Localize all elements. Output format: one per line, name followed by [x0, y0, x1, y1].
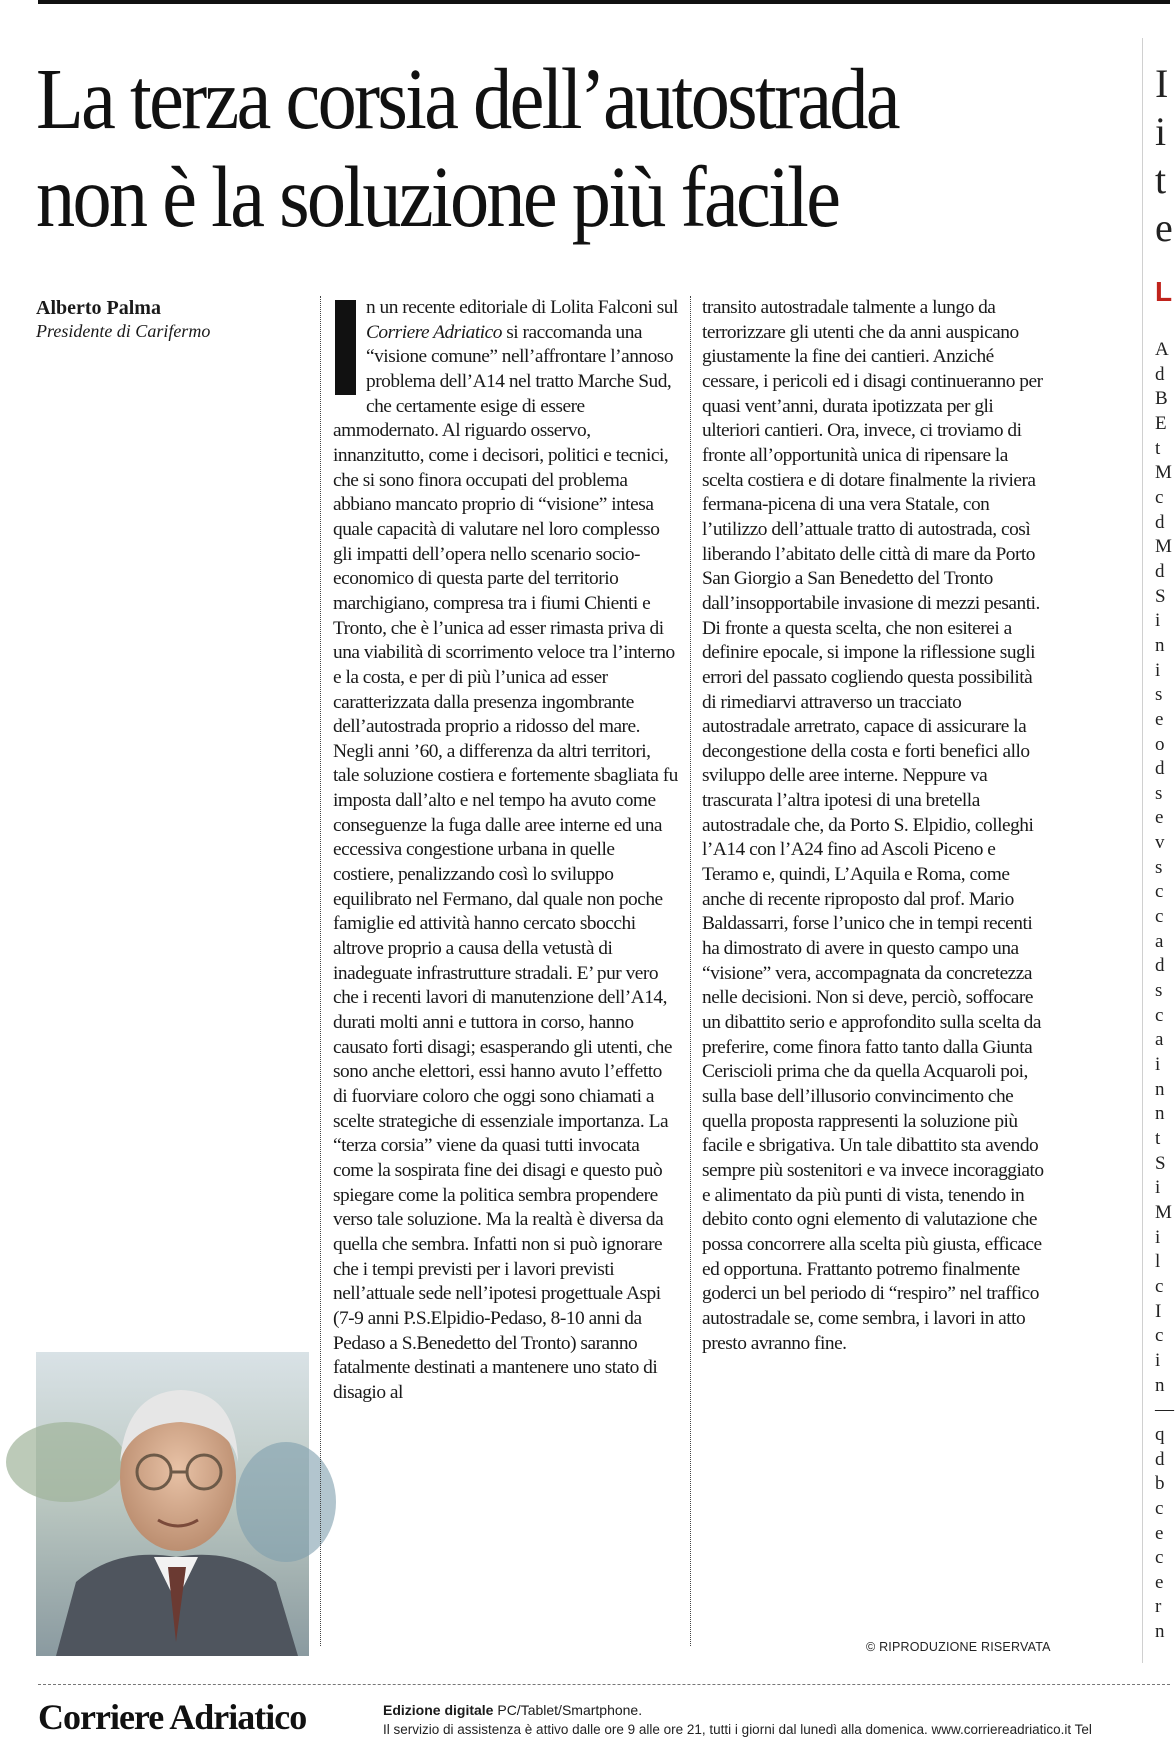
newspaper-name-italic: Corriere Adriatico [366, 321, 502, 343]
adjacent-kicker-fragment: L [1155, 276, 1173, 307]
footer-logo: Corriere Adriatico [38, 1697, 307, 1737]
article-headline: La terza corsia dell’autostrada non è la soluzione più facile [36, 50, 898, 245]
side-column-divider [1142, 38, 1143, 1663]
copyright-notice: © RIPRODUZIONE RISERVATA [866, 1640, 1051, 1654]
drop-cap-letter-i [335, 300, 356, 395]
drop-cap [333, 300, 363, 398]
column-rule-middle [690, 296, 691, 1646]
edition-devices: PC/Tablet/Smartphone. [493, 1702, 643, 1718]
article-body-column-2 [702, 296, 1048, 1356]
footer-edition [383, 1702, 642, 1718]
byline [36, 296, 296, 342]
adjacent-article-strip [1145, 38, 1174, 1663]
footer-divider [38, 1684, 1170, 1685]
adjacent-body-fragment: A d B E t M c d M d S i n i s e o d s e v s c c a d s c a i n n t S i M i l c I c i n — q d b c e c e r n [1155, 339, 1174, 1643]
column-rule-left [320, 296, 321, 1646]
adjacent-headline-fragment: I i t e [1155, 61, 1173, 250]
top-rule [38, 0, 1170, 4]
author-portrait-image [36, 1352, 309, 1656]
footer-service-info: Il servizio di assistenza è attivo dalle ore 9 alle ore 21, tutti i giorni dal lunedì alla domenica. www.corriereadriatico.it Tel [383, 1722, 1092, 1737]
edition-label: Edizione digitale [383, 1702, 494, 1718]
body-text-col1: si raccomanda una “visione comune” nell’affrontare l’annoso problema dell’A14 nel tratto Marche Sud, che certamente esige di essere ammodernato. Al riguardo osservo, innanzitutto, come i decisori, politici e tecnici, che si sono finora occupati del problema abbiano mancato proprio di “visione” intesa quale capacità di valutare nel loro complesso gli impatti dell’opera nello scenario socio-economico di questa parte del territorio marchigiano, compresa tra i fiumi Chienti e Tronto, che è l’unica ad esser rimasta priva di una viabilità di scorrimento veloce tra l’interno e la costa, e per di più l’unica ad esser caratterizzata dalla presenza ingombrante dell’autostrada proprio a ridosso del mare. Negli anni ’60, a differenza da altri territori, tale soluzione costiera e fortemente sbagliata fu imposta dall’alto e nel tempo ha avuto come conseguenze la fuga dalle aree interne ed una eccessiva congestione urbana in quelle costiere, penalizzando così lo sviluppo equilibrato nel Fermano, dal quale non poche famiglie ed attività hanno cercato sbocchi altrove proprio a causa della vetustà di inadeguate infrastrutture stradali. E’ pur vero che i recenti lavori di manutenzione dell’A14, durati molti anni e tuttora in corso, hanno causato forti disagi; esasperando gli utenti, che sono anche elettori, essi hanno avuto l’effetto di fuorviare coloro che oggi sono chiamati a scelte strategiche di essenziale importanza. La “terza corsia” viene da quasi tutti invocata come la sospirata fine dei disagi e questo può spiegare come la politica sembra propendere verso tale soluzione. Ma la realtà è diversa da quella che sembra. Infatti non si può ignorare che i tempi previsti per i lavori previsti nell’attuale sede nell’ipotesi progettuale Aspi (7-9 anni P.S.Elpidio-Pedaso, 8-10 anni da Pedaso a S.Benedetto del Tronto) saranno fatalmente destinati a mantenere uno stato di disagio al [333, 321, 678, 1403]
author-name: Alberto Palma [36, 297, 161, 319]
author-role: Presidente di Carifermo [36, 321, 211, 341]
author-photo [36, 1352, 309, 1656]
body-text-col2: transito autostradale talmente a lungo da terrorizzare gli utenti che da anni auspicano giustamente la fine dei cantieri. Anziché cessare, i pericoli ed i disagi continueranno per quasi vent’anni, durata ipotizzata per gli ulteriori cantieri. Ora, invece, ci troviamo di fronte all’opportunità unica di ripensare la scelta costiera e di dotare finalmente la riviera fermana-picena di una vera Statale, con l’utilizzo dell’attuale tratto di autostrada, così liberando l’abitato delle città di mare da Porto San Giorgio a San Benedetto del Tronto dall’insopportabile invasione di mezzi pesanti. Di fronte a questa scelta, che non esiterei a definire epocale, si impone la riflessione sugli errori del passato cogliendo questa possibilità di rimediarvi attraverso un tracciato autostradale arretrato, capace di assicurare la decongestione della costa e forti benefici allo sviluppo delle aree interne. Neppure va trascurata l’altra ipotesi di una bretella autostradale che, da Porto S. Elpidio, colleghi l’A14 con l’A24 fino ad Ascoli Piceno e Teramo e, quindi, L’Aquila e Roma, come anche di recente riproposto dal prof. Mario Baldassarri, forse l’unico che in tempi recenti ha dimostrato di avere in questo campo una “visione” vera, accompagnata da concretezza nelle decisioni. Non si deve, perciò, soffocare un dibattito serio e approfondito sulla scelta da preferire, come finora fatto tanto dalla Giunta Ceriscioli prima che da quella Acquaroli poi, sulla base dell’illusorio convincimento che quella proposta rappresenti la soluzione più facile e sbrigativa. Un tale dibattito sta avendo sempre più sostenitori e va invece incoraggiato e alimentato da più punti di vista, tenendo in debito conto ogni elemento di valutazione che possa concorrere alla scelta più giusta, efficace ed opportuna. Frattanto potremo finalmente goderci un bel periodo di “respiro” nel traffico autostradale se, come sembra, i lavori in atto presto avranno fine. [702, 297, 1044, 1354]
body-text-opening: n un recente editoriale di Lolita Falconi sul [366, 297, 678, 318]
article-body-column-1 [333, 296, 679, 1406]
